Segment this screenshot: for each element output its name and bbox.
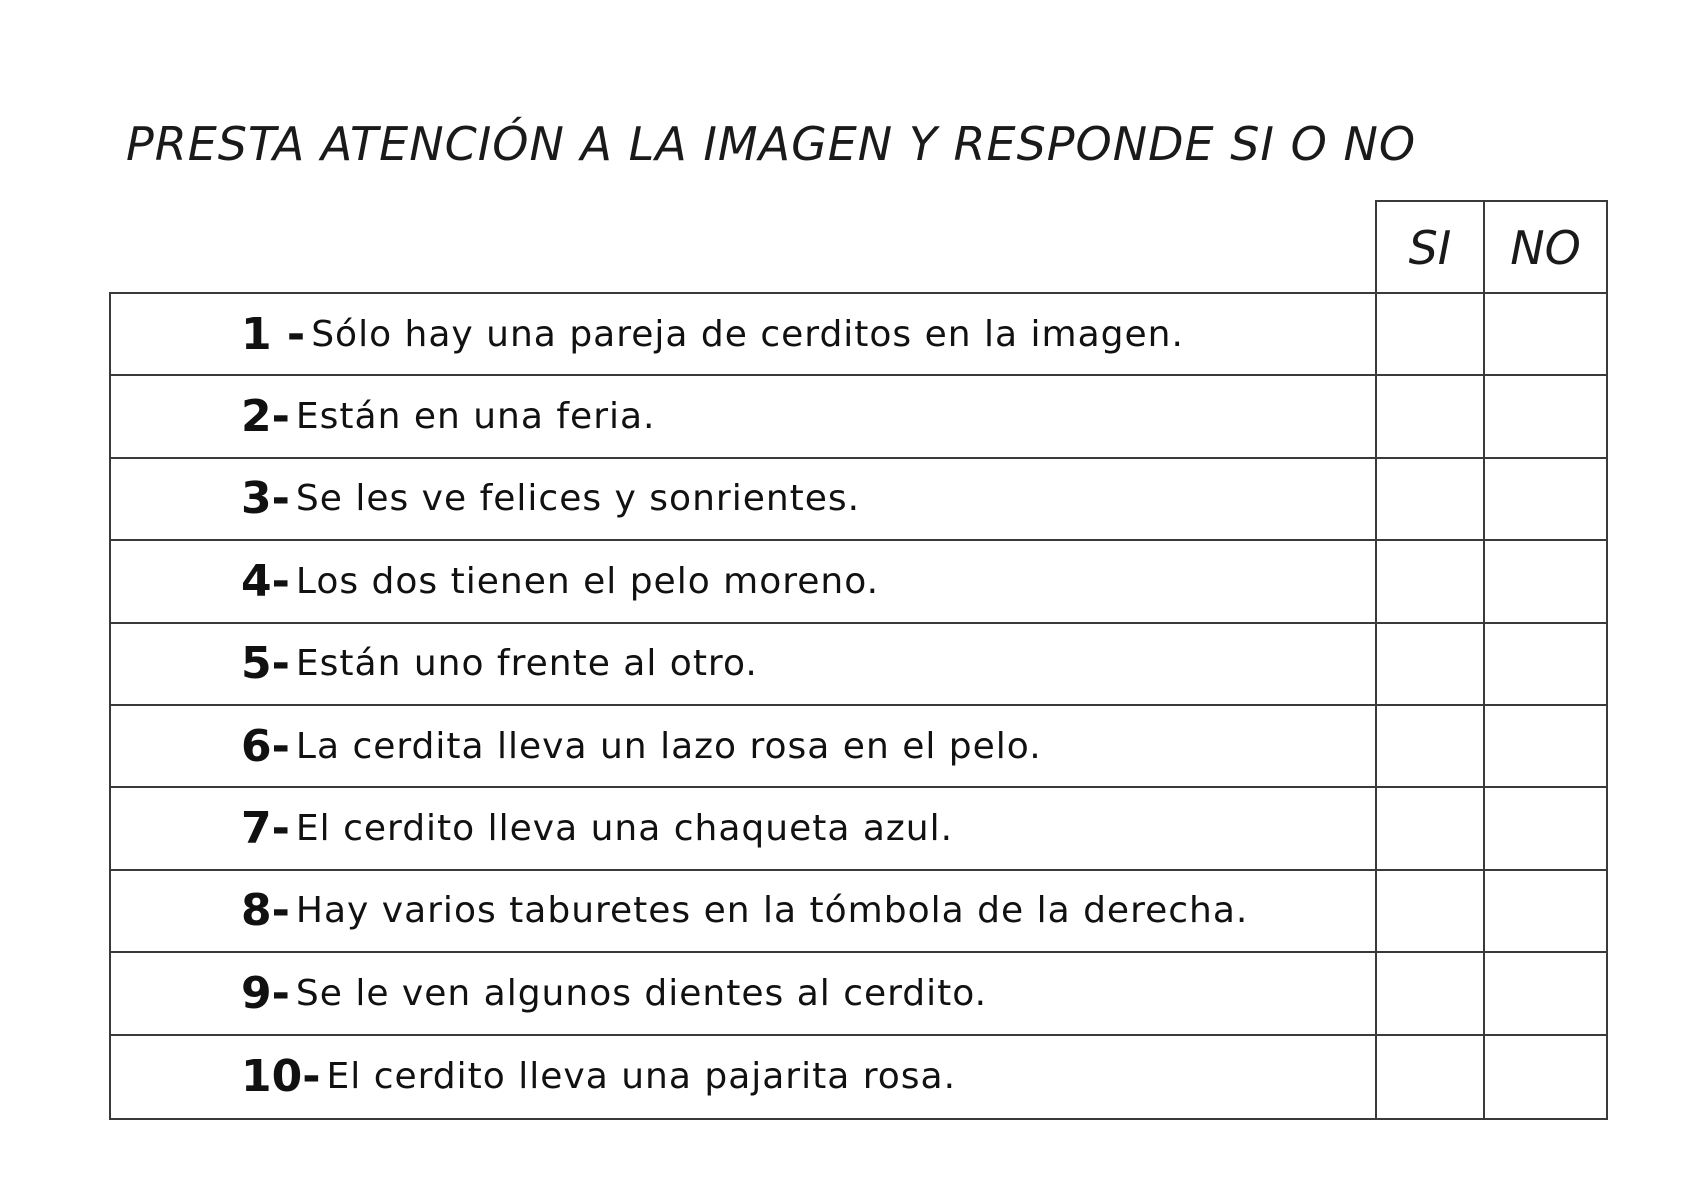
question-row-8 [111, 871, 1606, 953]
question-cell [111, 1036, 1377, 1118]
question-row-1 [111, 294, 1606, 376]
answer-si-cell[interactable] [1377, 376, 1485, 456]
question-number: 8- [241, 885, 290, 937]
question-text: El cerdito lleva una pajarita rosa. [326, 1056, 957, 1098]
question-text: Sólo hay una pareja de cerditos en la imagen. [311, 313, 1184, 355]
question-row-2 [111, 376, 1606, 458]
answer-column-header [1375, 200, 1608, 293]
answer-no-cell[interactable] [1485, 706, 1606, 786]
answer-no-cell[interactable] [1485, 376, 1606, 456]
question-number: 4- [241, 555, 290, 607]
question-number: 5- [241, 638, 290, 690]
question-cell [111, 376, 1377, 456]
question-row-7 [111, 788, 1606, 870]
question-text: Se les ve felices y sonrientes. [295, 478, 861, 520]
question-number: 7- [241, 803, 290, 855]
answer-si-cell[interactable] [1377, 541, 1485, 621]
question-number: 1 - [241, 308, 306, 360]
question-cell [111, 706, 1377, 786]
answer-no-cell[interactable] [1485, 541, 1606, 621]
question-number: 2- [241, 391, 290, 443]
answer-no-cell[interactable] [1485, 1036, 1606, 1118]
question-row-5 [111, 624, 1606, 706]
question-cell [111, 541, 1377, 621]
answer-no-cell[interactable] [1485, 459, 1606, 539]
question-cell [111, 788, 1377, 868]
question-cell [111, 871, 1377, 951]
answer-no-cell[interactable] [1485, 953, 1606, 1033]
no-column-header: NO [1510, 220, 1581, 275]
question-table [109, 292, 1608, 1120]
question-text: La cerdita lleva un lazo rosa en el pelo. [295, 725, 1042, 767]
answer-no-cell[interactable] [1485, 788, 1606, 868]
answer-si-cell[interactable] [1377, 871, 1485, 951]
answer-si-cell[interactable] [1377, 953, 1485, 1033]
answer-si-cell[interactable] [1377, 1036, 1485, 1118]
question-text: El cerdito lleva una chaqueta azul. [295, 808, 954, 850]
answer-si-cell[interactable] [1377, 294, 1485, 374]
question-number: 3- [241, 473, 290, 525]
question-text: Están en una feria. [295, 396, 656, 438]
answer-si-cell[interactable] [1377, 459, 1485, 539]
question-row-4 [111, 541, 1606, 623]
question-text: Hay varios taburetes en la tómbola de la derecha. [295, 890, 1249, 932]
answer-si-cell[interactable] [1377, 624, 1485, 704]
question-number: 9- [241, 967, 290, 1019]
si-column-header: SI [1377, 202, 1485, 293]
question-row-9 [111, 953, 1606, 1035]
question-text: Se le ven algunos dientes al cerdito. [295, 972, 988, 1014]
question-cell [111, 624, 1377, 704]
question-number: 10- [241, 1051, 321, 1103]
question-text: Están uno frente al otro. [295, 643, 758, 685]
answer-no-cell[interactable] [1485, 294, 1606, 374]
question-number: 6- [241, 720, 290, 772]
worksheet-title: PRESTA ATENCIÓN A LA IMAGEN Y RESPONDE SI O NO [126, 117, 1417, 171]
question-cell [111, 294, 1377, 374]
question-cell [111, 953, 1377, 1033]
answer-no-cell[interactable] [1485, 624, 1606, 704]
answer-si-cell[interactable] [1377, 788, 1485, 868]
question-row-6 [111, 706, 1606, 788]
answer-no-cell[interactable] [1485, 871, 1606, 951]
answer-si-cell[interactable] [1377, 706, 1485, 786]
question-text: Los dos tienen el pelo moreno. [295, 560, 880, 602]
question-cell [111, 459, 1377, 539]
question-row-10 [111, 1036, 1606, 1118]
question-row-3 [111, 459, 1606, 541]
